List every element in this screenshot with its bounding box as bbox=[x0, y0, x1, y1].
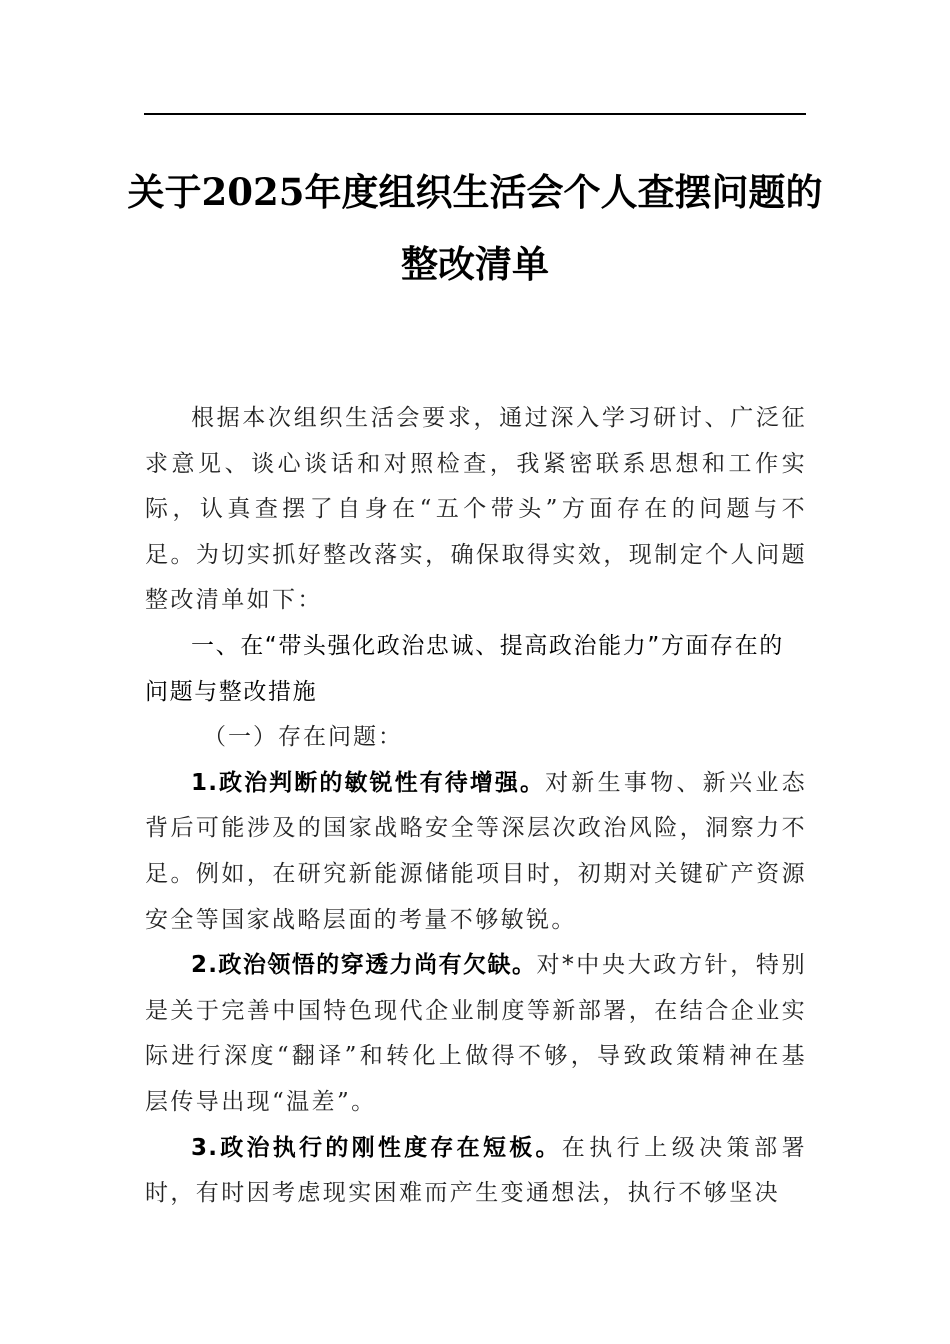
problem-item-1-lead: 1.政治判断的敏锐性有待增强。 bbox=[191, 769, 546, 796]
problem-item-2 bbox=[145, 943, 807, 1125]
document-body bbox=[145, 396, 807, 1217]
problem-item-3-text: 在执行上级决策部署时，有时因考虑现实困难而产生变通想法，执行不够坚决 bbox=[145, 1134, 807, 1207]
problem-item-1-text: 对新生事物、新兴业态背后可能涉及的国家战略安全等深层次政治风险，洞察力不足。例如，在研究新能源储能项目时，初期对关键矿产资源安全等国家战略层面的考量不够敏锐。 bbox=[145, 769, 808, 933]
problem-item-3-lead: 3.政治执行的刚性度存在短板。 bbox=[191, 1134, 562, 1161]
problem-item-1 bbox=[145, 761, 807, 943]
problem-item-2-lead: 2.政治领悟的穿透力尚有欠缺。 bbox=[191, 952, 537, 979]
section-heading-1: 一、在“带头强化政治忠诚、提高政治能力”方面存在的问题与整改措施 bbox=[145, 632, 784, 705]
intro-paragraph: 根据本次组织生活会要求，通过深入学习研讨、广泛征求意见、谈心谈话和对照检查，我紧密联系思想和工作实际，认真查摆了自身在“五个带头”方面存在的问题与不足。为切实抓好整改落实，确保取得实效，现制定个人问题整改清单如下： bbox=[145, 405, 807, 614]
document-title-line-1: 关于2025年度组织生活会个人查摆问题的 bbox=[127, 170, 823, 214]
problem-item-2-text: 对*中央大政方针，特别是关于完善中国特色现代企业制度等新部署，在结合企业实际进行深度“翻译”和转化上做得不够，导致政策精神在基层传导出现“温差”。 bbox=[145, 952, 807, 1115]
header-rule bbox=[144, 113, 806, 115]
problem-item-3 bbox=[145, 1126, 807, 1217]
subsection-heading-1: （一）存在问题： bbox=[203, 724, 403, 751]
document-title-line-2: 整改清单 bbox=[401, 242, 549, 286]
